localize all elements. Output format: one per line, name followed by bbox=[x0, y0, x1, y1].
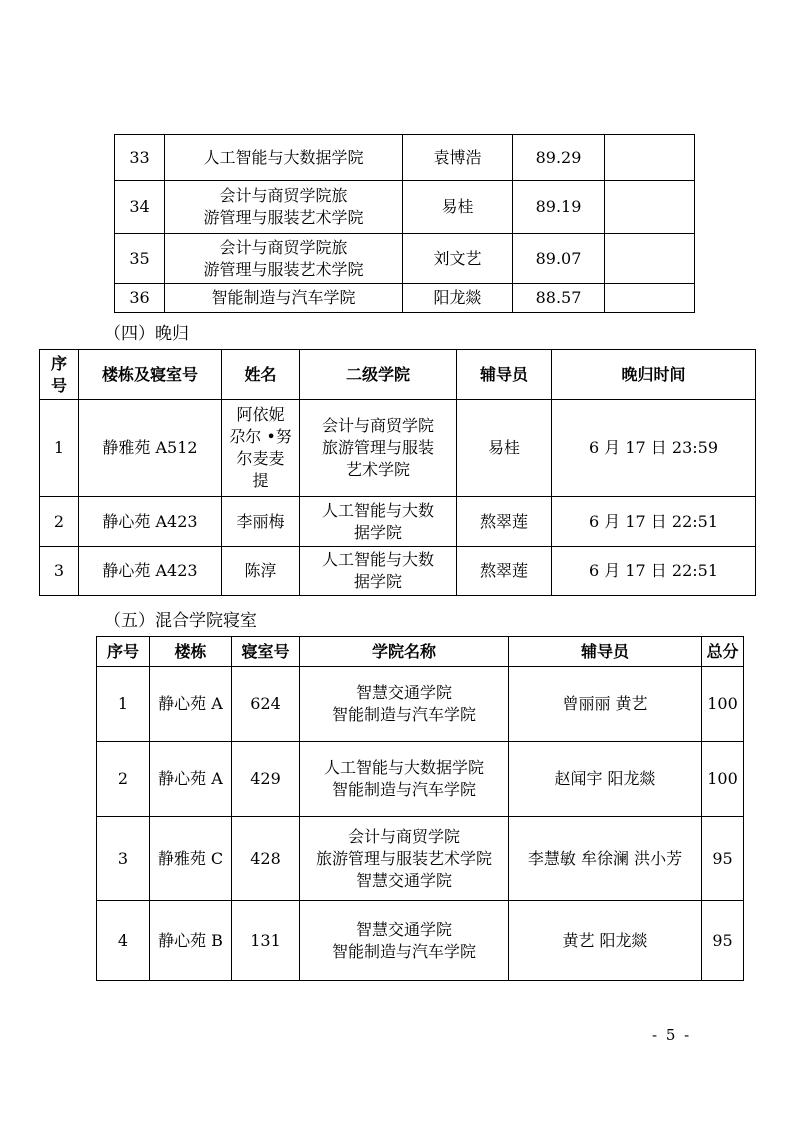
score-cell: 89.29 bbox=[513, 135, 605, 181]
table-row bbox=[97, 817, 744, 901]
counselor-cell: 易桂 bbox=[457, 400, 552, 497]
extra-cell bbox=[605, 234, 695, 284]
total-score-cell: 95 bbox=[702, 901, 744, 981]
score-cell: 89.07 bbox=[513, 234, 605, 284]
extra-cell bbox=[605, 135, 695, 181]
rank-cell: 36 bbox=[115, 284, 165, 313]
column-header: 辅导员 bbox=[457, 350, 552, 400]
counselors-cell: 李慧敏 牟徐澜 洪小芳 bbox=[509, 817, 702, 901]
name-cell: 阳龙燚 bbox=[403, 284, 513, 313]
room-cell: 428 bbox=[232, 817, 300, 901]
column-header: 序 号 bbox=[40, 350, 79, 400]
college-cell: 会计与商贸学院旅 游管理与服装艺术学院 bbox=[165, 181, 403, 234]
name-cell: 易桂 bbox=[403, 181, 513, 234]
late-return-table bbox=[39, 349, 756, 596]
table-row bbox=[115, 135, 695, 181]
colleges-cell: 人工智能与大数据学院 智能制造与汽车学院 bbox=[300, 742, 509, 817]
total-score-cell: 100 bbox=[702, 742, 744, 817]
section-heading-late-return: （四）晚归 bbox=[104, 324, 189, 344]
room-cell: 624 bbox=[232, 667, 300, 742]
rank-cell: 33 bbox=[115, 135, 165, 181]
college-cell: 会计与商贸学院 旅游管理与服装 艺术学院 bbox=[300, 400, 457, 497]
counselors-cell: 赵闻宇 阳龙燚 bbox=[509, 742, 702, 817]
column-header: 晚归时间 bbox=[552, 350, 756, 400]
index-cell: 4 bbox=[97, 901, 150, 981]
building-cell: 静心苑 A bbox=[150, 667, 232, 742]
counselor-cell: 熬翠莲 bbox=[457, 547, 552, 596]
table-row bbox=[40, 400, 756, 497]
table-row bbox=[97, 901, 744, 981]
column-header: 楼栋及寝室号 bbox=[79, 350, 222, 400]
room-cell: 静心苑 A423 bbox=[79, 497, 222, 547]
college-cell: 人工智能与大数 据学院 bbox=[300, 547, 457, 596]
table-row bbox=[115, 181, 695, 234]
college-cell: 会计与商贸学院旅 游管理与服装艺术学院 bbox=[165, 234, 403, 284]
total-score-cell: 100 bbox=[702, 667, 744, 742]
name-cell: 刘文艺 bbox=[403, 234, 513, 284]
student-name-cell: 陈淳 bbox=[222, 547, 300, 596]
table-row bbox=[40, 497, 756, 547]
room-cell: 131 bbox=[232, 901, 300, 981]
return-time-cell: 6 月 17 日 23:59 bbox=[552, 400, 756, 497]
room-cell: 静雅苑 A512 bbox=[79, 400, 222, 497]
column-header: 序号 bbox=[97, 637, 150, 667]
dorm-score-table-continued bbox=[114, 134, 695, 313]
column-header: 姓名 bbox=[222, 350, 300, 400]
return-time-cell: 6 月 17 日 22:51 bbox=[552, 497, 756, 547]
college-cell: 人工智能与大数 据学院 bbox=[300, 497, 457, 547]
room-cell: 429 bbox=[232, 742, 300, 817]
index-cell: 2 bbox=[40, 497, 79, 547]
rank-cell: 35 bbox=[115, 234, 165, 284]
room-cell: 静心苑 A423 bbox=[79, 547, 222, 596]
name-cell: 袁博浩 bbox=[403, 135, 513, 181]
building-cell: 静心苑 A bbox=[150, 742, 232, 817]
counselor-cell: 熬翠莲 bbox=[457, 497, 552, 547]
column-header: 学院名称 bbox=[300, 637, 509, 667]
score-cell: 89.19 bbox=[513, 181, 605, 234]
counselors-cell: 曾丽丽 黄艺 bbox=[509, 667, 702, 742]
column-header: 楼栋 bbox=[150, 637, 232, 667]
section-heading-mixed-college-dorms: （五）混合学院寝室 bbox=[104, 611, 257, 631]
table-row bbox=[115, 284, 695, 313]
building-cell: 静雅苑 C bbox=[150, 817, 232, 901]
extra-cell bbox=[605, 284, 695, 313]
table-row bbox=[40, 547, 756, 596]
rank-cell: 34 bbox=[115, 181, 165, 234]
college-cell: 人工智能与大数据学院 bbox=[165, 135, 403, 181]
college-cell: 智能制造与汽车学院 bbox=[165, 284, 403, 313]
column-header: 总分 bbox=[702, 637, 744, 667]
score-cell: 88.57 bbox=[513, 284, 605, 313]
index-cell: 1 bbox=[97, 667, 150, 742]
column-header: 辅导员 bbox=[509, 637, 702, 667]
table-header-row bbox=[40, 350, 756, 400]
return-time-cell: 6 月 17 日 22:51 bbox=[552, 547, 756, 596]
student-name-cell: 阿依妮 尕尔 •努 尔麦麦 提 bbox=[222, 400, 300, 497]
column-header: 寝室号 bbox=[232, 637, 300, 667]
colleges-cell: 智慧交通学院 智能制造与汽车学院 bbox=[300, 667, 509, 742]
index-cell: 1 bbox=[40, 400, 79, 497]
colleges-cell: 智慧交通学院 智能制造与汽车学院 bbox=[300, 901, 509, 981]
building-cell: 静心苑 B bbox=[150, 901, 232, 981]
index-cell: 2 bbox=[97, 742, 150, 817]
table-row bbox=[97, 742, 744, 817]
mixed-college-dorm-table bbox=[96, 636, 744, 981]
page-number: - 5 - bbox=[652, 1026, 692, 1044]
student-name-cell: 李丽梅 bbox=[222, 497, 300, 547]
total-score-cell: 95 bbox=[702, 817, 744, 901]
counselors-cell: 黄艺 阳龙燚 bbox=[509, 901, 702, 981]
colleges-cell: 会计与商贸学院 旅游管理与服装艺术学院 智慧交通学院 bbox=[300, 817, 509, 901]
column-header: 二级学院 bbox=[300, 350, 457, 400]
table-row bbox=[115, 234, 695, 284]
table-row bbox=[97, 667, 744, 742]
table-header-row bbox=[97, 637, 744, 667]
index-cell: 3 bbox=[40, 547, 79, 596]
index-cell: 3 bbox=[97, 817, 150, 901]
extra-cell bbox=[605, 181, 695, 234]
